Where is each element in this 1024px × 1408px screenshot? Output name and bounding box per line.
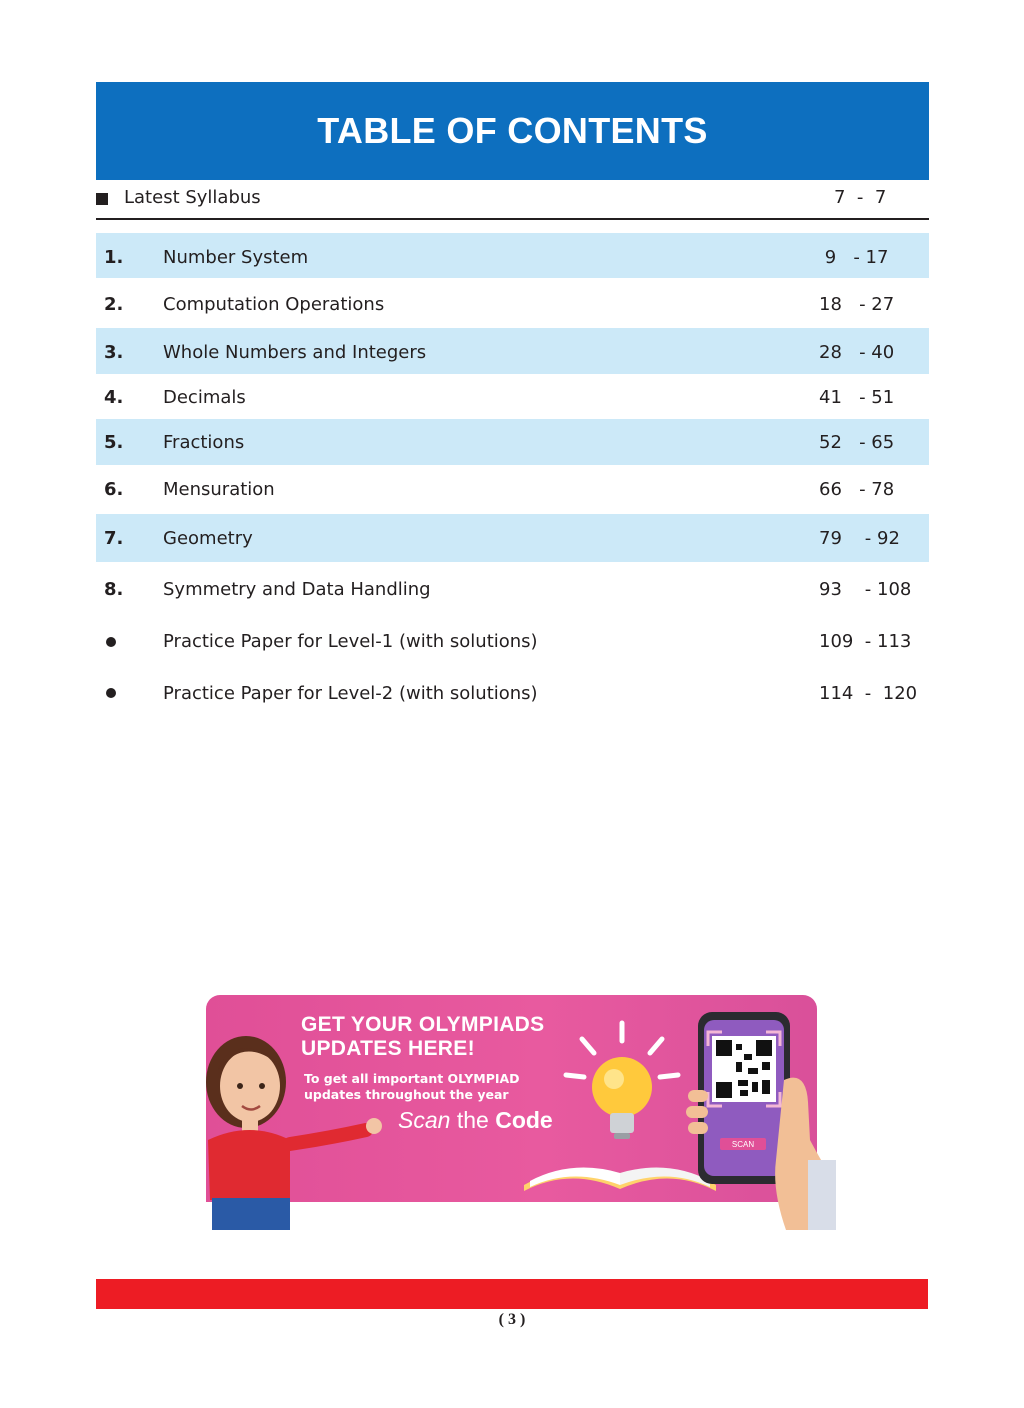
- chapter-pages: 41 - 51: [819, 387, 895, 408]
- chapter-title: Geometry: [163, 528, 253, 549]
- page-number: ( 3 ): [498, 1311, 526, 1328]
- toc-row-7[interactable]: [96, 514, 929, 562]
- page-title: TABLE OF CONTENTS: [317, 110, 708, 151]
- girl-illustration-icon: [190, 1020, 390, 1230]
- chapter-title: Whole Numbers and Integers: [163, 342, 427, 363]
- round-bullet-icon: [106, 688, 116, 698]
- chapter-pages: 18 - 27: [819, 294, 895, 315]
- chapter-number: 3.: [104, 342, 124, 363]
- square-bullet-icon: [96, 193, 108, 205]
- chapter-pages: 28 - 40: [819, 342, 895, 363]
- phone-qr-code-icon: [676, 1010, 836, 1230]
- chapter-number: 2.: [104, 294, 124, 315]
- banner-scan-code: [398, 1107, 553, 1134]
- banner-subtext-line-1: To get all important OLYMPIAD: [304, 1071, 520, 1086]
- chapter-title: Fractions: [163, 432, 245, 453]
- chapter-pages: 66 - 78: [819, 479, 895, 500]
- toc-row-8[interactable]: [96, 565, 929, 613]
- syllabus-row: [96, 180, 929, 220]
- practice-title: Practice Paper for Level-2 (with solutions): [163, 683, 538, 704]
- chapter-number: 7.: [104, 528, 124, 549]
- the-word: the: [450, 1107, 496, 1133]
- practice-pages: 114 - 120: [819, 683, 918, 704]
- banner-headline-line-2: UPDATES HERE!: [301, 1037, 475, 1060]
- chapter-title: Number System: [163, 247, 309, 268]
- round-bullet-icon: [106, 637, 116, 647]
- chapter-pages: 79 - 92: [819, 528, 900, 549]
- toc-row-3[interactable]: [96, 328, 929, 374]
- syllabus-label: Latest Syllabus: [124, 187, 261, 208]
- chapter-title: Mensuration: [163, 479, 275, 500]
- chapter-pages: 9 - 17: [819, 247, 889, 268]
- chapter-title: Computation Operations: [163, 294, 385, 315]
- toc-row-1[interactable]: [96, 233, 929, 278]
- syllabus-pages: 7 - 7: [834, 187, 887, 208]
- toc-row-5[interactable]: [96, 419, 929, 465]
- toc-row-practice-1[interactable]: [96, 618, 929, 666]
- footer-bar: [96, 1279, 928, 1309]
- toc-row-2[interactable]: [96, 281, 929, 326]
- chapter-pages: 93 - 108: [819, 579, 912, 600]
- toc-row-6[interactable]: [96, 466, 929, 512]
- chapter-number: 8.: [104, 579, 124, 600]
- lightbulb-icon: [560, 1015, 690, 1145]
- chapter-number: 5.: [104, 432, 124, 453]
- chapter-title: Symmetry and Data Handling: [163, 579, 431, 600]
- chapter-number: 6.: [104, 479, 124, 500]
- chapter-number: 4.: [104, 387, 124, 408]
- code-word: Code: [495, 1107, 553, 1133]
- chapter-number: 1.: [104, 247, 124, 268]
- scan-button-label: SCAN: [731, 1140, 755, 1149]
- banner-subtext-line-2: updates throughout the year: [304, 1087, 509, 1102]
- banner-headline-line-1: GET YOUR OLYMPIADS: [301, 1013, 545, 1036]
- toc-row-4[interactable]: [96, 375, 929, 418]
- scan-word: Scan: [398, 1107, 451, 1133]
- practice-title: Practice Paper for Level-1 (with solutions): [163, 631, 538, 652]
- chapter-title: Decimals: [163, 387, 246, 408]
- toc-header: [96, 82, 929, 180]
- chapter-pages: 52 - 65: [819, 432, 895, 453]
- practice-pages: 109 - 113: [819, 631, 912, 652]
- toc-row-practice-2[interactable]: [96, 670, 929, 718]
